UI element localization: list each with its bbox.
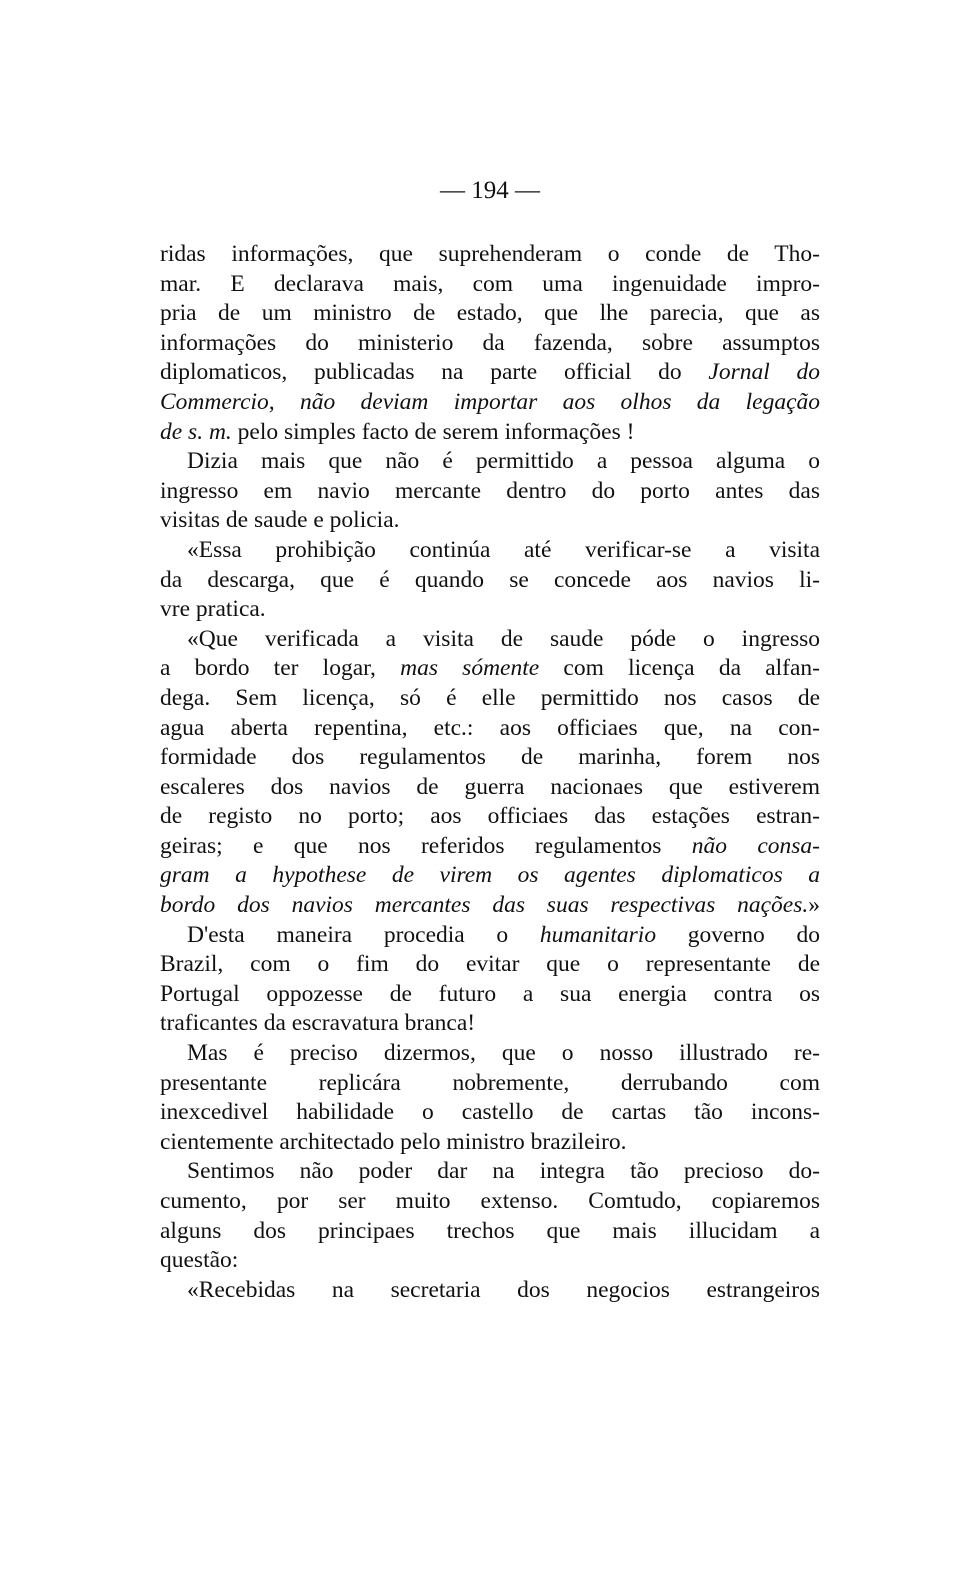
text-line [160,1157,820,1187]
text-segment: questão: [160,1247,239,1274]
italic-text: bordo dos navios mercantes das suas respectivas nações. [160,892,809,919]
text-segment: ridas informações, que suprehenderam o conde de Tho- [160,241,820,267]
text-line [160,861,820,891]
text-segment: ingresso em navio mercante dentro do porto antes das [160,477,820,504]
text-segment: formidade dos regulamentos de marinha, forem nos [160,744,820,771]
text-line [160,980,820,1010]
body-text [160,240,820,1305]
text-line [160,536,820,566]
text-segment: traficantes da escravatura branca! [160,1010,476,1037]
text-line [160,1069,820,1099]
text-segment: D'esta maneira procedia o [187,921,540,948]
text-line [160,299,820,329]
italic-text: de s. m. [160,418,232,445]
text-segment: vre pratica. [160,596,266,623]
text-segment: Mas é preciso dizermos, que o nosso illustrado re- [187,1040,820,1067]
text-segment: «Que verificada a visita de saude póde o ingresso [187,625,820,652]
text-line [160,802,820,832]
italic-text: humanitario [539,921,657,948]
text-segment: cumento, por ser muito extenso. Comtudo, copiaremos [160,1188,820,1214]
text-line [160,654,820,684]
text-line [160,1187,820,1217]
text-line [160,418,820,448]
italic-text: Commercio, não deviam importar aos olhos da legação [160,388,820,415]
text-segment: inexcedivel habilidade o castello de cartas tão incons- [160,1099,820,1126]
text-line [160,477,820,507]
text-segment: geiras; e que nos referidos regulamentos [160,832,692,859]
text-line [160,388,820,418]
page-number: — 194 — [440,177,540,204]
text-line [160,1098,820,1128]
text-line [160,595,820,625]
text-line [160,566,820,596]
text-segment: alguns dos principaes trechos que mais illucidam a [160,1217,820,1244]
text-line [160,447,820,477]
text-line [160,684,820,714]
text-line [160,1276,820,1306]
text-segment: escaleres dos navios de guerra nacionaes que estiverem [160,773,820,800]
text-line [160,358,820,388]
italic-text: mas sómente [400,655,540,682]
text-line [160,832,820,862]
text-line [160,506,820,536]
text-line [160,270,820,300]
text-segment: Sentimos não poder dar na integra tão precioso do- [187,1158,820,1185]
text-segment: Portugal oppozesse de futuro a sua energia contra os [160,980,820,1007]
text-line [160,1009,820,1039]
text-line [160,1217,820,1247]
text-segment: informações do ministerio da fazenda, sobre assumptos [160,329,820,356]
text-segment: presentante replicára nobremente, derrubando com [160,1069,820,1096]
text-line [160,714,820,744]
text-line [160,625,820,655]
text-segment: cientemente architectado pelo ministro brazileiro. [160,1128,627,1155]
text-segment: pelo simples facto de serem informações ! [231,418,635,445]
text-segment: com licença da alfan- [539,655,821,682]
text-segment: «Essa prohibição continúa até verificar-se a visita [187,536,820,563]
text-segment: diplomaticos, publicadas na parte official do [160,359,709,386]
text-segment: » [808,892,820,919]
text-segment: mar. E declarava mais, com uma ingenuidade impro- [160,270,820,297]
text-line [160,1039,820,1069]
text-segment: governo do [656,921,821,948]
text-line [160,240,820,270]
text-segment: a bordo ter logar, [160,655,401,682]
italic-text: Jornal do [708,359,821,386]
text-line [160,921,820,951]
italic-text: não consa- [691,832,820,859]
text-line [160,950,820,980]
text-line [160,329,820,359]
text-line [160,1246,820,1276]
text-line [160,891,820,921]
text-segment: da descarga, que é quando se concede aos navios li- [160,566,820,593]
italic-text: gram a hypothese de virem os agentes diplomaticos a [160,862,820,889]
text-segment: dega. Sem licença, só é elle permittido nos casos de [160,684,820,711]
text-segment: «Recebidas na secretaria dos negocios estrangeiros [187,1276,820,1303]
text-line [160,743,820,773]
text-segment: pria de um ministro de estado, que lhe parecia, que as [160,300,820,327]
text-segment: Brazil, com o fim do evitar que o representante de [160,951,820,978]
text-line [160,773,820,803]
text-segment: de registo no porto; aos officiaes das estações estran- [160,803,820,830]
text-segment: Dizia mais que não é permittido a pessoa alguma o [187,448,820,475]
text-line [160,1128,820,1158]
text-segment: agua aberta repentina, etc.: aos officiaes que, na con- [160,714,820,741]
text-segment: visitas de saude e policia. [160,507,400,534]
